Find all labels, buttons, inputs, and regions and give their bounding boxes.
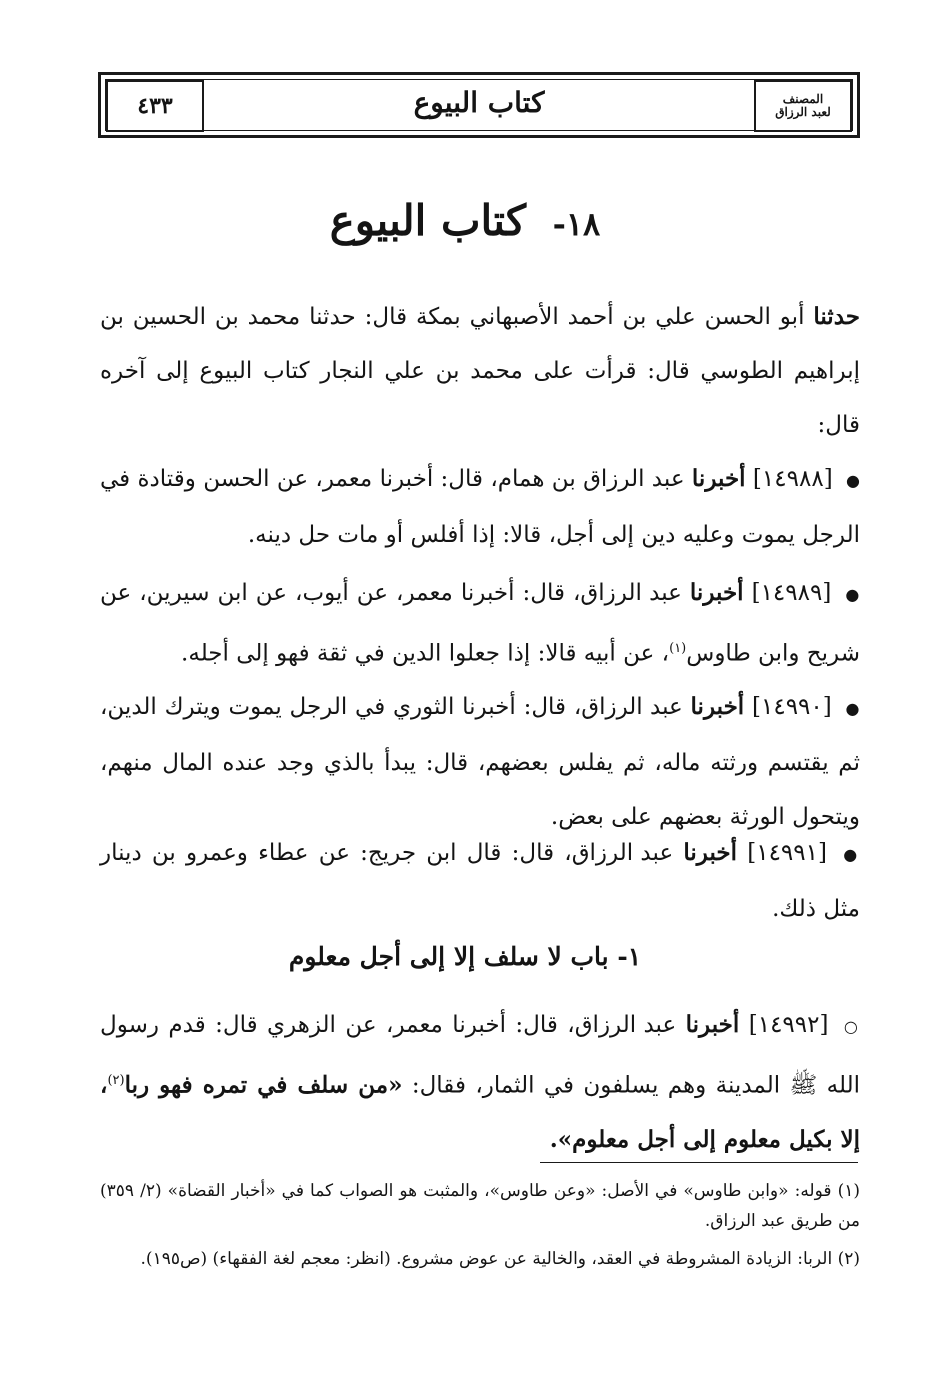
page-number-box — [106, 80, 204, 132]
hadith-entry — [100, 680, 860, 844]
entry-text: عبد الرزاق، قال: أخبرنا معمر، عن أيوب، عن ابن سيرين، عن شريح وابن طاوس — [100, 580, 860, 667]
hadith-entry — [100, 452, 860, 562]
entry-number: [١٤٩٩١] — [747, 840, 827, 866]
hadith-entry — [100, 998, 860, 1167]
hadith-entry — [100, 826, 860, 936]
entry-number: [١٤٩٨٩] — [751, 580, 832, 606]
entry-lead: أخبرنا — [690, 693, 745, 720]
entry-text: عبد الرزاق، قال: أخبرنا معمر، عن الزهري قال: قدم رسول الله ﷺ المدينة وهم يسلفون في الثمار، فقال: — [100, 1012, 860, 1099]
footnote-separator — [540, 1162, 858, 1163]
entry-lead: أخبرنا — [685, 1011, 740, 1038]
book-seal-line1: المصنف — [782, 92, 824, 106]
prophetic-quote-end: ، إلا بكيل معلوم إلى أجل معلوم». — [100, 1071, 860, 1153]
chapter-heading — [0, 196, 930, 245]
running-title: كتاب البيوع — [413, 86, 545, 119]
entry-text: عبد الرزاق، قال: قال ابن جريج: عن عطاء وعمرو بن دينار مثل ذلك. — [100, 840, 860, 922]
entry-bullet: ○ — [843, 1017, 861, 1036]
entry-lead: أخبرنا — [689, 579, 744, 606]
chapter-number: ١٨- — [552, 205, 601, 243]
prophetic-quote: «من سلف في تمره فهو ربا — [124, 1071, 403, 1099]
intro-text: أبو الحسن علي بن أحمد الأصبهاني بمكة قال: حدثنا محمد بن الحسين بن إبراهيم الطوسي قال: قرأت على محمد بن علي النجار كتاب البيوع إلى آخره قال: — [100, 304, 860, 438]
entry-bullet: ● — [845, 699, 860, 718]
footnote-ref[interactable]: (١) — [669, 641, 687, 656]
entry-number: [١٤٩٩٠] — [752, 694, 832, 720]
entry-lead: أخبرنا — [683, 839, 738, 866]
entry-number: [١٤٩٨٨] — [752, 466, 833, 492]
entry-lead: أخبرنا — [691, 465, 746, 492]
hadith-entry — [100, 566, 860, 681]
entry-bullet: ● — [845, 585, 861, 604]
page-number: ٤٣٣ — [137, 93, 173, 119]
running-header — [98, 72, 860, 138]
entry-text: عبد الرزاق بن همام، قال: أخبرنا معمر، عن الحسن وقتادة في الرجل يموت وعليه دين إلى أجل، قالا: إذا أفلس أو مات حل دينه. — [100, 466, 860, 548]
intro-lead: حدثنا — [813, 303, 860, 330]
entry-bullet: ● — [846, 471, 861, 490]
footnote-ref[interactable]: (٢) — [107, 1073, 125, 1088]
entry-number: [١٤٩٩٢] — [748, 1012, 829, 1038]
chapter-title: كتاب البيوع — [329, 196, 526, 245]
entry-bullet: ● — [843, 845, 861, 864]
intro-paragraph — [100, 290, 860, 452]
entry-text-after: ، عن أبيه قالا: إذا جعلوا الدين في ثقة فهو إلى أجله. — [181, 640, 670, 667]
book-seal-line2: لعبد الرزاق — [775, 105, 831, 119]
footnote: (٢) الربا: الزيادة المشروطة في العقد، والخالية عن عوض مشروع. (انظر: معجم لغة الفقهاء) (ص١٩٥). — [140, 1249, 860, 1269]
entry-text: عبد الرزاق، قال: أخبرنا الثوري في الرجل يموت ويترك الدين، ثم يقتسم ورثته ماله، ثم يفلس بعضهم، قال: يبدأ بالذي وجد عنده المال منهم، ويتحول الورثة بعضهم على بعض. — [100, 694, 860, 830]
footnote: (١) قوله: «وابن طاوس» في الأصل: «وعن طاوس»، والمثبت هو الصواب كما في «أخبار القضاة» (٢/ ٣٥٩) من طريق عبد الرزاق. — [100, 1181, 860, 1231]
section-heading: ١- باب لا سلف إلا إلى أجل معلوم — [288, 942, 642, 971]
